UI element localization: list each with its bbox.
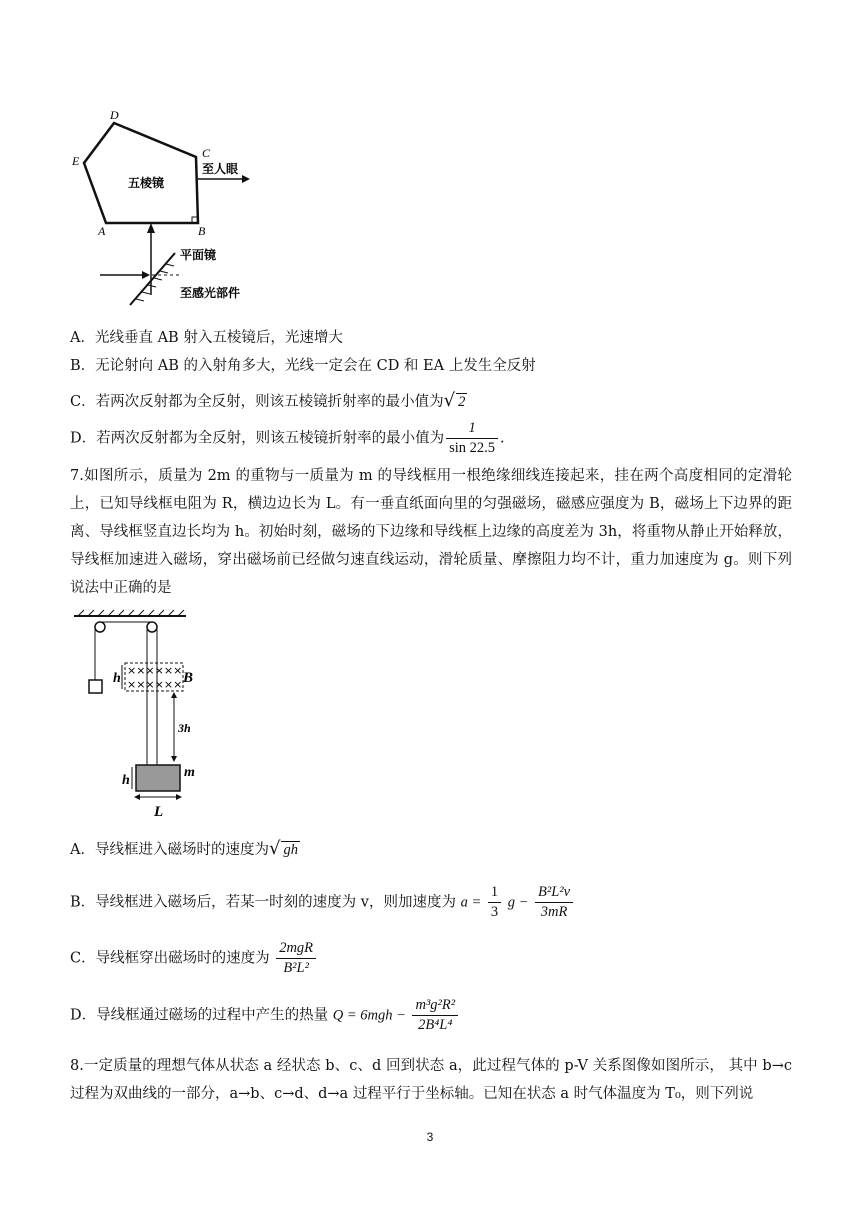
q7-option-d: [70, 997, 460, 1034]
frame-h-label: h: [122, 773, 130, 788]
page-number: 3: [426, 1130, 434, 1144]
q7-option-a-text: A．导线框进入磁场时的速度为: [70, 842, 269, 858]
q7-option-d-expr: Q = 6mgh −: [332, 1007, 406, 1024]
q7-option-b-expr-g: g −: [507, 894, 529, 911]
vertex-e-label: E: [72, 154, 80, 168]
frame-m-label: m: [184, 765, 195, 780]
q7-option-b-frac2-den: 3mR: [540, 904, 568, 920]
wire-frame: [136, 765, 180, 791]
prism-outline: [84, 123, 198, 223]
q7-stem: 7.如图所示，质量为 2m 的重物与一质量为 m 的导线框用一根绝缘细线连接起来，挂在两个高度相同的定滑轮上，已知导线框电阻为 R，横边边长为 L。有一垂直纸面向里的匀强磁场，磁感应强度为 B，磁场上下边界的距离、导线框竖直边长均为 h。初始时刻，磁场的下边缘和导线框上边缘的高度差为 3h，将重物从静止开始释放，导线框加速进入磁场，穿出磁场前已经做匀速直线运动，滑轮质量、摩擦阻力均不计，重力加速度为 g。则下列说法中正确的是: [70, 468, 792, 596]
mirror-label: 平面镜: [180, 248, 217, 262]
q6-option-c-sqrt: 2: [458, 394, 466, 410]
q6-option-b: B．无论射向 AB 的入射角多大，光线一定会在 CD 和 EA 上发生全反射: [70, 358, 536, 374]
field-h-label: h: [113, 671, 121, 686]
prism-label: 五棱镜: [128, 176, 165, 190]
q6-option-d-num: 1: [446, 420, 498, 439]
svg-text:××××××: ××××××: [127, 678, 183, 691]
q7-option-c-text: C．导线框穿出磁场时的速度为: [70, 950, 270, 967]
weight-block: [89, 680, 102, 693]
q7-option-b: [70, 884, 575, 921]
field-b-label: B: [183, 670, 194, 686]
frame-l-label: L: [154, 804, 164, 820]
q7-option-d-text: D．导线框通过磁场的过程中产生的热量: [70, 1007, 329, 1024]
q6-option-c: C．若两次反射都为全反射，则该五棱镜折射率的最小值为√ 2: [70, 390, 466, 411]
three-h-label: 3h: [178, 721, 191, 735]
pulley-figure: [70, 608, 210, 823]
q7-option-b-frac1-num: 1: [488, 884, 501, 903]
to-sensor-label: 至感光部件: [180, 286, 241, 300]
q7-option-c-den: B²L²: [283, 960, 309, 976]
q6-option-d: D．若两次反射都为全反射，则该五棱镜折射率的最小值为 $\frac{1}{\sin 22.5}$ .: [70, 420, 505, 456]
q7-option-c-num: 2mgR: [276, 940, 316, 959]
q7-option-d-den: 2B⁴L⁴: [418, 1017, 453, 1033]
q6-option-d-text: D．若两次反射都为全反射，则该五棱镜折射率的最小值为: [70, 430, 445, 447]
right-pulley: [147, 622, 157, 632]
vertex-b-label: B: [198, 224, 206, 238]
to-eye-label: 至人眼: [202, 162, 239, 176]
plane-mirror: [130, 253, 175, 305]
vertex-c-label: C: [202, 146, 211, 160]
q7-option-c: [70, 940, 318, 977]
q7-option-a-sqrt: gh: [283, 842, 298, 858]
pentaprism-figure: [70, 105, 260, 310]
q6-option-a: A．光线垂直 AB 射入五棱镜后，光速增大: [70, 330, 343, 346]
q7-option-a: A．导线框进入磁场时的速度为√ gh: [70, 838, 298, 859]
q6-option-c-text: C．若两次反射都为全反射，则该五棱镜折射率的最小值为: [70, 394, 444, 410]
q7-option-b-text: B．导线框进入磁场后，若某一时刻的速度为 v，则加速度为: [70, 894, 456, 911]
q7-option-b-expr-a: a =: [460, 894, 482, 911]
q8-stem: 8.一定质量的理想气体从状态 a 经状态 b、c、d 回到状态 a，此过程气体的 p-V 关系图像如图所示， 其中 b→c 过程为双曲线的一部分，a→b、c→d、d→a 过程平行于坐标轴。已知在状态 a 时气体温度为 T₀，则下列说: [70, 1058, 792, 1102]
q7-option-b-frac1-den: 3: [490, 904, 499, 920]
q6-option-d-den: sin 22.5: [449, 440, 496, 456]
q7-option-d-num: m³g²R²: [412, 997, 458, 1016]
svg-text:××××××: ××××××: [127, 664, 183, 677]
vertex-a-label: A: [98, 224, 106, 238]
vertex-d-label: D: [110, 108, 119, 122]
q7-option-b-frac2-num: B²L²v: [535, 884, 573, 903]
left-pulley: [95, 622, 105, 632]
